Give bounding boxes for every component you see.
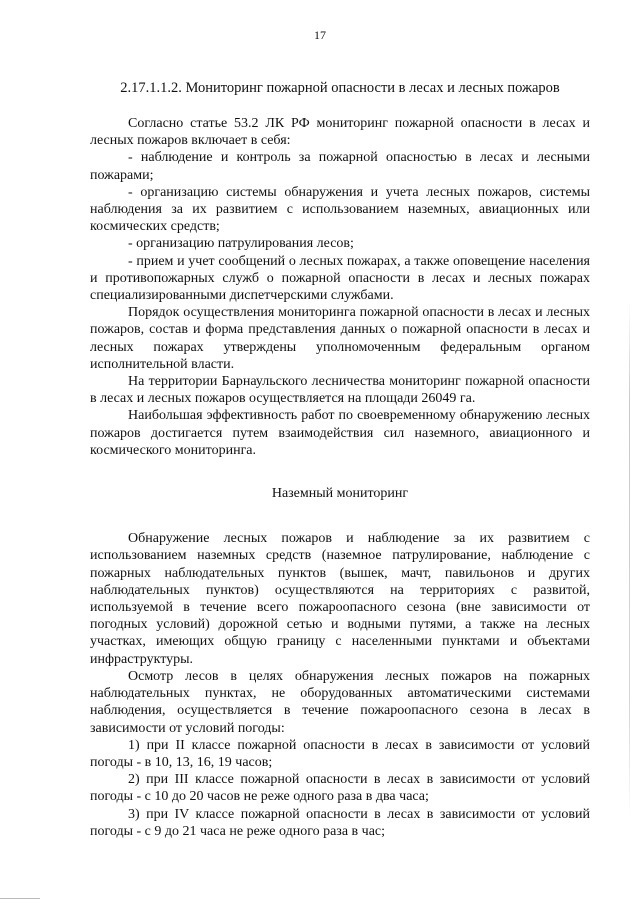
document-body: [90, 115, 590, 840]
body-paragraph: Обнаружение лесных пожаров и наблюдение за их развитием с использованием наземных средств (наземное патрулирование, наблюдение с пожарных наблюдательных пунктов (вышек, мачт, павильонов и других наблюдательных пунктов) осуществляются на территориях с развитой, используемой в течение всего пожароопасного сезона (вне зависимости от погодных условий) дорожной сетью и водными путями, а также на лесных участках, имеющих общую границу с населенными пунктами и объектами инфраструктуры.: [90, 531, 590, 667]
list-item: - организацию патрулирования лесов;: [128, 236, 354, 252]
list-item: - наблюдение и контроль за пожарной опасностью в лесах и лесными пожарами;: [90, 150, 590, 183]
page-number: 17: [314, 28, 326, 42]
list-item: 2) при III классе пожарной опасности в лесах в зависимости от условий погоды - с 10 до 20 часов не реже одного раза в два часа;: [90, 772, 590, 805]
list-item: - прием и учет сообщений о лесных пожарах, а также оповещение населения и противопожарных служб о пожарной опасности в лесах и лесных пожарах специализированными диспетчерскими службами.: [90, 253, 590, 304]
intro-paragraph: Согласно статье 53.2 ЛК РФ мониторинг пожарной опасности в лесах и лесных пожаров включает в себя:: [90, 116, 590, 149]
scan-edge-line: [629, 300, 630, 820]
body-paragraph: Наибольшая эффективность работ по своевременному обнаружению лесных пожаров достигается путем взаимодействия сил наземного, авиационного и космического мониторинга.: [90, 408, 590, 458]
scan-edge-line: [0, 898, 40, 899]
body-paragraph: Осмотр лесов в целях обнаружения лесных пожаров на пожарных наблюдательных пунктах, не оборудованных автоматическими системами наблюдения, осуществляется в течение пожароопасного сезона в лесах в зависимости от условий погоды:: [90, 668, 590, 736]
section-title: 2.17.1.1.2. Мониторинг пожарной опасности в лесах и лесных пожаров: [120, 80, 560, 96]
subsection-heading: Наземный мониторинг: [271, 486, 409, 502]
body-paragraph: На территории Барнаульского лесничества мониторинг пожарной опасности в лесах и лесных пожаров осуществляется на площади 26049 га.: [90, 374, 590, 407]
list-item: 1) при II классе пожарной опасности в лесах в зависимости от условий погоды - в 10, 13, 16, 19 часов;: [90, 737, 590, 770]
list-item: - организацию системы обнаружения и учета лесных пожаров, системы наблюдения за их развитием с использованием наземных, авиационных или космических средств;: [90, 184, 590, 235]
body-paragraph: Порядок осуществления мониторинга пожарной опасности в лесах и лесных пожаров, состав и форма представления данных о пожарной опасности в лесах и лесных пожарах утверждены уполномоченным федеральным органом исполнительной власти.: [90, 305, 590, 372]
list-item: 3) при IV классе пожарной опасности в лесах в зависимости от условий погоды - с 9 до 21 часа не реже одного раза в час;: [90, 806, 590, 839]
